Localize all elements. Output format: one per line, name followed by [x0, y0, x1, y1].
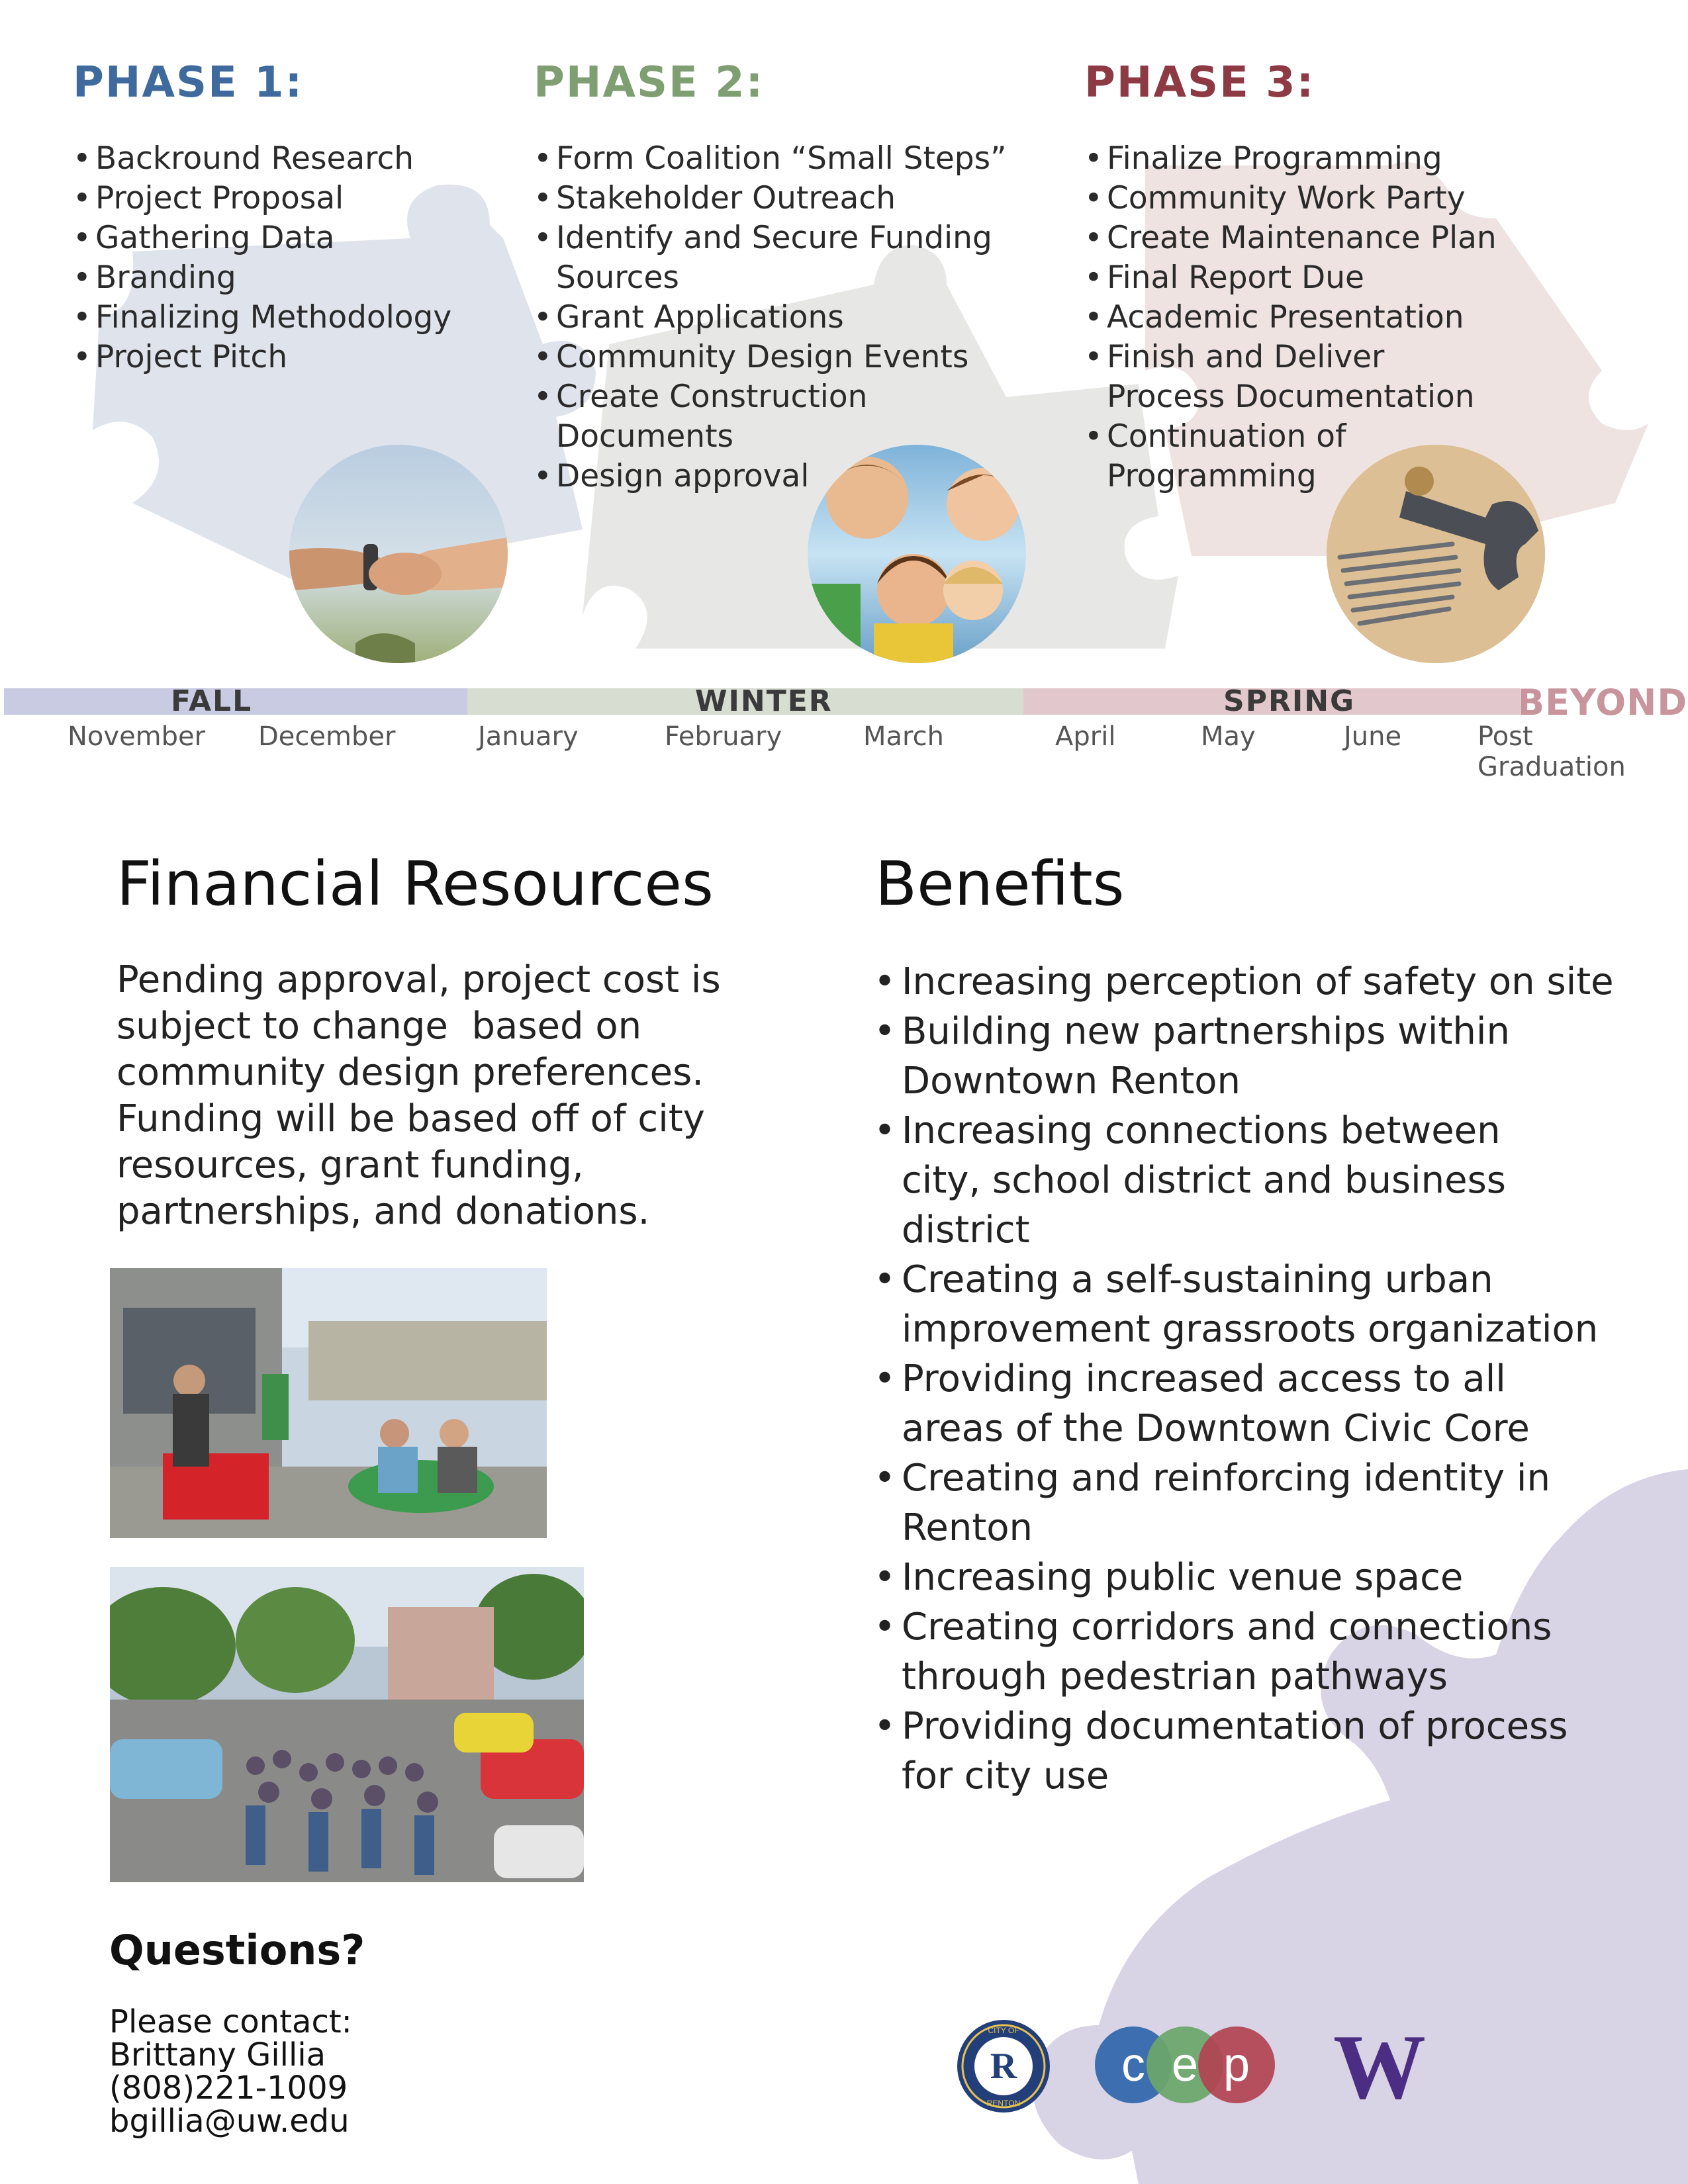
contact-name: Brittany Gillia	[109, 2036, 326, 2073]
uw-logo[interactable]	[1327, 2026, 1432, 2106]
phase-2-title-text: PHASE 2:	[534, 58, 765, 107]
benefit-item: • Providing documentation of process	[874, 1702, 1615, 1751]
phase-1-list	[73, 139, 451, 377]
street-market-image	[110, 1268, 547, 1538]
contact-email: bgillia@uw.edu	[109, 2103, 350, 2140]
benefit-item: • Building new partnerships within	[874, 1007, 1615, 1056]
uw-w-icon	[1327, 2026, 1432, 2106]
list-item-continued: Sources	[556, 259, 679, 296]
street-market-photo	[110, 1268, 547, 1538]
cep-letter-e: e	[1171, 2038, 1199, 2091]
benefit-item-continued: through pedestrian pathways	[902, 1655, 1448, 1698]
contact-phone: (808)221-1009	[109, 2070, 348, 2107]
season-beyond: BEYOND	[1517, 682, 1688, 723]
list-item: • Continuation of	[1084, 417, 1497, 457]
cep-logo-icon	[1092, 2021, 1278, 2109]
phase-3-title-text: PHASE 3:	[1084, 58, 1315, 107]
list-item: • Design approval	[534, 457, 1006, 496]
benefit-item: • Increasing public venue space	[874, 1553, 1615, 1602]
financial-line: Pending approval, project cost is	[117, 958, 721, 1001]
renton-seal-letter: R	[990, 2046, 1017, 2087]
benefits-heading: Benefits	[875, 848, 1125, 919]
city-of-renton-logo[interactable]	[955, 2017, 1053, 2115]
contact-block	[109, 2005, 352, 2138]
cep-letter-p: p	[1223, 2038, 1250, 2091]
list-item: • Community Work Party	[1084, 179, 1497, 218]
list-item: • Branding	[73, 258, 451, 298]
financial-text	[117, 957, 778, 1235]
list-item-continued: Documents	[556, 418, 733, 455]
financial-line: subject to change based on	[117, 1005, 642, 1048]
benefit-item-continued: areas of the Downtown Civic Core	[902, 1407, 1530, 1450]
phase-2-title	[534, 58, 764, 107]
hammer-nails-icon	[1327, 445, 1545, 663]
season-winter: WINTER	[695, 684, 833, 718]
benefit-item-continued: Downtown Renton	[902, 1060, 1241, 1103]
children-photo	[808, 445, 1026, 663]
month-april: April	[1055, 721, 1116, 752]
list-item: • Gathering Data	[73, 218, 451, 258]
benefit-item-continued: district	[902, 1208, 1030, 1251]
car-show-crowd-image	[110, 1567, 584, 1882]
car-show-crowd-photo	[110, 1567, 584, 1882]
renton-seal-top-text: CITY OF	[988, 2026, 1019, 2035]
benefit-item: • Creating and reinforcing identity in	[874, 1453, 1615, 1503]
list-item: • Identify and Secure Funding	[534, 218, 1006, 258]
questions-heading: Questions?	[109, 1926, 365, 1974]
benefits-list	[874, 957, 1615, 1801]
season-fall: FALL	[171, 684, 253, 718]
contact-label: Please contact:	[109, 2003, 352, 2040]
list-item: • Finalizing Methodology	[73, 298, 451, 338]
list-item-continued: Programming	[1107, 458, 1317, 494]
list-item: • Finish and Deliver	[1084, 338, 1497, 377]
handshake-photo	[289, 445, 508, 663]
benefit-item: • Creating a self-sustaining urban	[874, 1255, 1615, 1304]
phase-1-title-text: PHASE 1:	[73, 58, 304, 107]
benefit-item-continued: for city use	[902, 1754, 1109, 1797]
financial-line: Funding will be based off of city	[117, 1097, 705, 1140]
renton-seal-bottom-text: RENTON	[986, 2099, 1021, 2108]
cep-letter-c: c	[1121, 2038, 1145, 2091]
children-icon	[808, 445, 1026, 663]
benefit-item: • Increasing connections between	[874, 1106, 1615, 1156]
benefit-item-continued: Renton	[902, 1506, 1033, 1549]
uw-letter: W	[1333, 2026, 1426, 2106]
list-item: • Backround Research	[73, 139, 451, 179]
list-item: • Grant Applications	[534, 298, 1006, 338]
phase-2-list	[534, 139, 1006, 496]
financial-line: resources, grant funding,	[117, 1144, 584, 1187]
financial-line: community design preferences.	[117, 1051, 704, 1094]
financial-line: partnerships, and donations.	[117, 1190, 650, 1233]
list-item-continued: Process Documentation	[1107, 379, 1475, 415]
benefit-item-continued: city, school district and business	[902, 1159, 1506, 1202]
month-january: January	[478, 721, 579, 752]
benefit-item-continued: improvement grassroots organization	[902, 1308, 1599, 1351]
list-item: • Finalize Programming	[1084, 139, 1497, 179]
list-item: • Form Coalition “Small Steps”	[534, 139, 1006, 179]
list-item: • Community Design Events	[534, 338, 1006, 377]
month-post-graduation: Post Graduation	[1477, 721, 1626, 782]
financial-heading: Financial Resources	[117, 848, 714, 919]
list-item: • Stakeholder Outreach	[534, 179, 1006, 218]
cep-logo[interactable]	[1092, 2021, 1278, 2109]
month-december: December	[258, 721, 396, 752]
phase-3-title	[1084, 58, 1315, 107]
month-march: March	[863, 721, 944, 752]
phase-3-list	[1084, 139, 1497, 496]
handshake-icon	[289, 445, 508, 663]
renton-seal-icon	[955, 2017, 1053, 2115]
month-february: February	[665, 721, 782, 752]
list-item: • Project Proposal	[73, 179, 451, 218]
season-spring: SPRING	[1223, 684, 1356, 718]
list-item: • Create Construction	[534, 377, 1006, 417]
benefit-item: • Providing increased access to all	[874, 1354, 1615, 1404]
list-item: • Project Pitch	[73, 338, 451, 377]
phase-1-title	[73, 58, 303, 107]
month-november: November	[68, 721, 206, 752]
benefit-item: • Creating corridors and connections	[874, 1602, 1615, 1652]
hammer-photo	[1327, 445, 1545, 663]
list-item: • Create Maintenance Plan	[1084, 218, 1497, 258]
month-june: June	[1344, 721, 1402, 752]
list-item: • Academic Presentation	[1084, 298, 1497, 338]
list-item: • Final Report Due	[1084, 258, 1497, 298]
month-may: May	[1201, 721, 1256, 752]
benefit-item: • Increasing perception of safety on site	[874, 957, 1615, 1007]
